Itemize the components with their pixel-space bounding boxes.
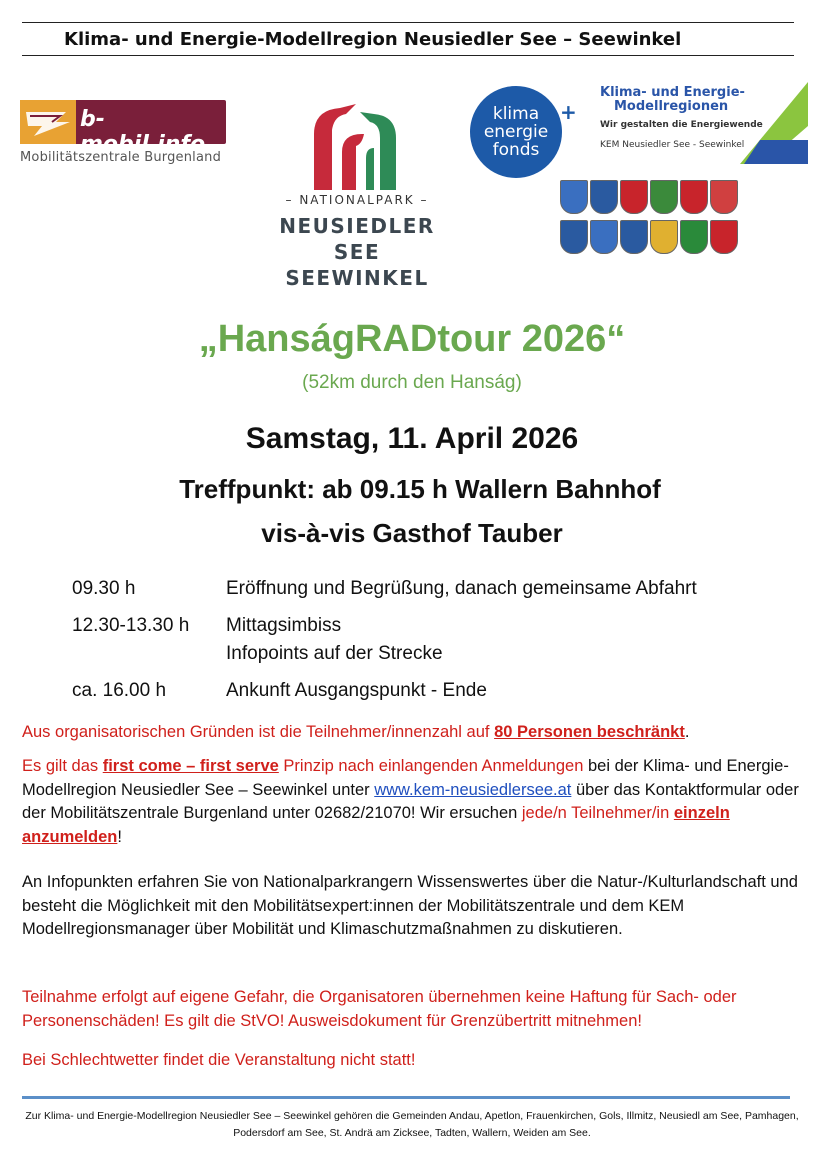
bmobil-name: b-mobil.info	[80, 107, 206, 157]
nationalpark-line2: SEEWINKEL	[285, 266, 429, 290]
header-bottom-rule	[22, 55, 794, 56]
bmobil-logo	[20, 100, 226, 157]
liability-paragraph: Teilnahme erfolgt auf eigene Gefahr, die Organisatoren übernehmen keine Haftung für Sach- oder Personenschäden! Es gilt die StVO! Ausweisdokument für Grenzübertritt mitnehmen!	[22, 988, 737, 1030]
meeting-point-line1: Treffpunkt: ab 09.15 h Wallern Bahnhof	[179, 474, 661, 504]
kef-plus: +	[560, 100, 577, 124]
coat-of-arms-icon	[680, 220, 708, 254]
schedule-desc: Ankunft Ausgangspunkt - Ende	[226, 680, 487, 701]
kem-title-line1: Klima- und Energie-	[600, 85, 745, 100]
kem-title-line2: Modellregionen	[614, 99, 729, 114]
nationalpark-line1: NEUSIEDLER SEE	[279, 214, 435, 264]
capacity-limit: 80 Personen beschränkt	[494, 723, 685, 741]
reg-text-c: Prinzip nach einlangenden Anmeldungen	[278, 757, 584, 775]
bmobil-arrow-icon	[20, 100, 76, 144]
coat-of-arms-icon	[650, 180, 678, 214]
reg-text-e: über das Kontaktformular oder der Mobilitätszentrale Burgenland unter 02682/21070! Wir ersuchen	[22, 780, 799, 822]
klima-energie-fonds-logo	[468, 86, 578, 178]
schedule-desc-secondary: Infopoints auf der Strecke	[226, 643, 443, 664]
capacity-text: Aus organisatorischen Gründen ist die Teilnehmer/innenzahl auf	[22, 723, 495, 741]
header-top-rule	[22, 22, 794, 23]
coat-of-arms-icon	[590, 180, 618, 214]
capacity-notice	[22, 721, 802, 745]
header-title: Klima- und Energie-Modellregion Neusiedler See – Seewinkel	[64, 29, 682, 50]
event-title: „HanságRADtour 2026“	[198, 318, 626, 360]
weather-notice: Bei Schlechtwetter findet die Veranstaltung nicht statt!	[22, 1051, 416, 1069]
reg-text-f: jede/n Teilnehmer/in	[521, 804, 674, 822]
kem-region: KEM Neusiedler See - Seewinkel	[600, 140, 745, 150]
infopoints-paragraph: An Infopunkten erfahren Sie von Nationalparkrangern Wissenswertes über die Natur-/Kulturlandschaft und besteht die Möglichkeit mit den Mobilitätsexpert:innen der Mobilitätszentrale und dem KEM Modellregionsmanager über Mobilität und Klimaschutzmaßnahmen zu diskutieren.	[22, 873, 798, 938]
nationalpark-kicker: – NATIONALPARK –	[285, 193, 429, 207]
coat-of-arms-icon	[710, 180, 738, 214]
coat-of-arms-icon	[650, 220, 678, 254]
meeting-point-line2: vis-à-vis Gasthof Tauber	[261, 518, 563, 548]
schedule-desc: Eröffnung und Begrüßung, danach gemeinsame Abfahrt	[226, 578, 697, 599]
event-date: Samstag, 11. April 2026	[245, 422, 579, 455]
reg-first-come: first come – first serve	[102, 757, 279, 775]
kem-website-link[interactable]: www.kem-neusiedlersee.at	[374, 780, 572, 799]
schedule-time: 12.30-13.30 h	[72, 615, 190, 636]
kem-logo-shape	[740, 82, 808, 164]
bmobil-subtitle: Mobilitätszentrale Burgenland	[20, 150, 222, 165]
nationalpark-name	[252, 213, 462, 291]
kem-title	[600, 86, 745, 114]
reg-text-d: bei der Klima- und Energie-Modellregion Neusiedler See – Seewinkel unter	[22, 757, 789, 799]
schedule-desc: Mittagsimbiss	[226, 615, 342, 636]
reg-text-a: Es gilt das	[22, 757, 103, 775]
footer-text: Zur Klima- und Energie-Modellregion Neusiedler See – Seewinkel gehören die Gemeinden Andau, Apetlon, Frauenkirchen, Gols, Illmitz, Neusiedl am See, Pamhagen, Podersdorf am See, St. Andrä am Zicksee, Tadten, Wallern, Weiden am See.	[25, 1110, 799, 1139]
kem-tagline: Wir gestalten die Energiewende	[600, 120, 763, 130]
footer-rule	[22, 1096, 790, 1099]
coat-of-arms-icon	[620, 220, 648, 254]
municipal-coats-of-arms	[556, 180, 752, 256]
kef-line2: energie	[483, 122, 549, 142]
coat-of-arms-icon	[560, 220, 588, 254]
capacity-period: .	[684, 723, 690, 741]
registration-notice	[22, 755, 802, 849]
kef-line1: klima	[492, 104, 540, 124]
event-subtitle: (52km durch den Hanság)	[302, 372, 522, 393]
schedule-time: 09.30 h	[72, 578, 136, 599]
reg-individually: einzeln anzumelden	[22, 804, 730, 846]
coat-of-arms-icon	[620, 180, 648, 214]
coat-of-arms-icon	[590, 220, 618, 254]
reg-exclaim: !	[117, 827, 122, 846]
nationalpark-bird-logo	[300, 96, 410, 196]
coat-of-arms-icon	[560, 180, 588, 214]
kef-line3: fonds	[492, 140, 540, 160]
coat-of-arms-icon	[680, 180, 708, 214]
schedule-time: ca. 16.00 h	[72, 680, 167, 701]
coat-of-arms-icon	[710, 220, 738, 254]
